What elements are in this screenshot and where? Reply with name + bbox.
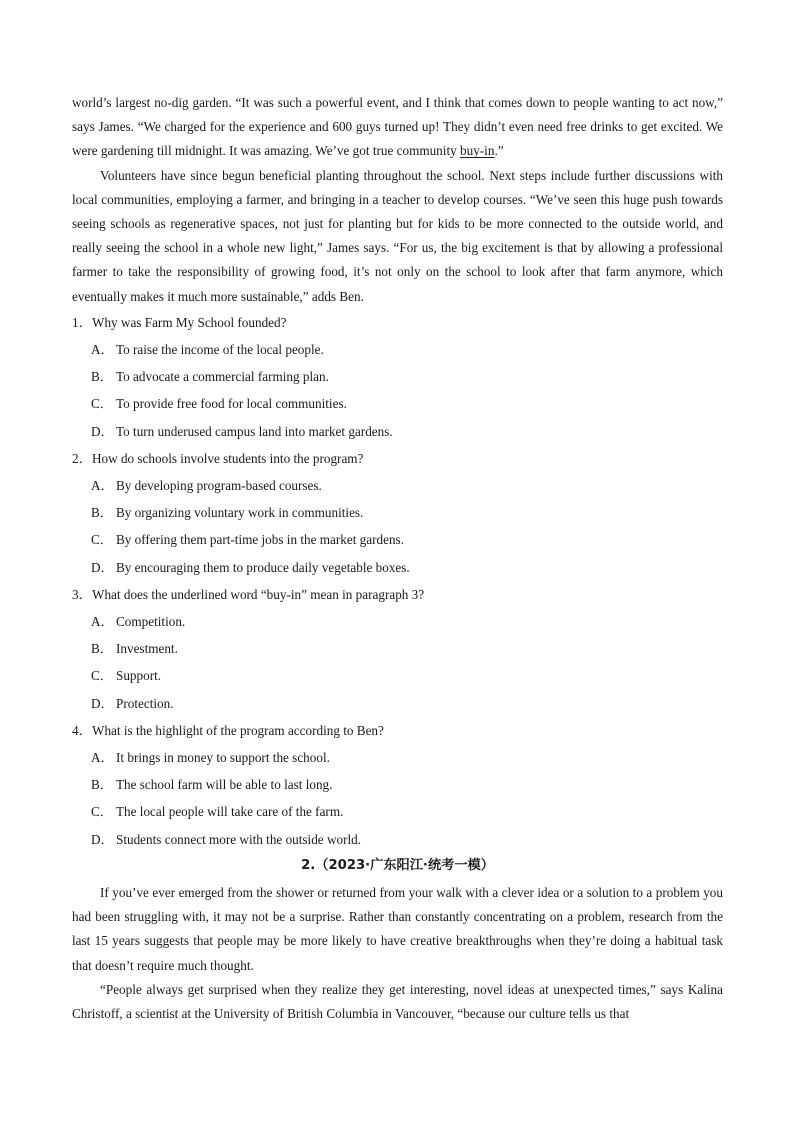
question-stem [72, 309, 723, 336]
passage-paragraph: If you’ve ever emerged from the shower or returned from your walk with a clever idea or a solution to a problem you had been struggling with, it may not be a surprise. Rather than constantly concentrating on a problem, research from the last 15 years suggests that people may be more likely to have creative breakthroughs when they’re doing a habitual task that doesn’t require much thought. [72, 884, 723, 973]
question-stem [72, 717, 723, 744]
option-text: Protection. [116, 695, 174, 711]
answer-option[interactable] [72, 608, 723, 635]
question [72, 581, 723, 717]
option-text: To provide free food for local communities. [116, 396, 347, 412]
answer-option[interactable] [72, 826, 723, 853]
passage-paragraph: Volunteers have since begun beneficial planting throughout the school. Next steps include further discussions with local communities, employing a farmer, and bringing in a teacher to develop courses. “We’ve seen this huge push towards seeing schools as regenerative spaces, not just for planting but for kids to be more connected to the outside world, and really seeing the school in a whole new light,” James says. “For us, the big excitement is that by allowing a professional farmer to take the responsibility of growing food, it’s not only on the school to look after that farm anymore, which eventually makes it much more sustainable,” adds Ben. [72, 167, 723, 304]
paragraph-text: world’s largest no-dig garden. “It was such a powerful event, and I think that comes down to people wanting to act now,” says James. “We charged for the experience and 600 guys turned up! They didn’t even need free drinks to get excited. We were gardening till midnight. It was amazing. We’ve got true community [72, 95, 723, 159]
option-letter: D． [91, 695, 114, 711]
question [72, 445, 723, 581]
option-text: To raise the income of the local people. [116, 342, 324, 358]
answer-option[interactable] [72, 744, 723, 771]
answer-option[interactable] [72, 635, 723, 662]
option-text: Competition. [116, 614, 186, 630]
option-letter: C． [91, 532, 113, 548]
option-letter: A． [91, 750, 114, 766]
question-list [72, 309, 723, 853]
option-letter: B． [91, 369, 113, 385]
answer-option[interactable] [72, 418, 723, 445]
passage-paragraph [72, 91, 723, 164]
answer-option[interactable] [72, 336, 723, 363]
option-letter: A． [91, 614, 114, 630]
answer-option[interactable] [72, 662, 723, 689]
question-stem [72, 581, 723, 608]
passage-paragraph: “People always get surprised when they realize they get interesting, novel ideas at unexpected times,” says Kalina Christoff, a scientist at the University of British Columbia in Vancouver, “because our culture tells us that [72, 981, 723, 1021]
option-text: Investment. [116, 641, 178, 657]
option-letter: B． [91, 777, 113, 793]
question-number: 2． [72, 450, 92, 466]
option-text: By offering them part-time jobs in the market gardens. [116, 532, 404, 548]
answer-option[interactable] [72, 798, 723, 825]
option-letter: C． [91, 396, 113, 412]
option-text: By encouraging them to produce daily vegetable boxes. [116, 559, 410, 575]
option-text: Support. [116, 668, 162, 684]
paragraph-text: .” [494, 143, 504, 159]
question-number: 3． [72, 586, 92, 602]
option-text: The school farm will be able to last long. [116, 777, 333, 793]
question-number: 1． [72, 314, 92, 330]
question [72, 717, 723, 853]
option-letter: B． [91, 641, 113, 657]
option-text: It brings in money to support the school. [116, 750, 330, 766]
section-title: 2.（2023·广东阳江·统考一模） [301, 857, 494, 873]
option-text: Students connect more with the outside world. [116, 831, 362, 847]
option-text: By organizing voluntary work in communities. [116, 505, 364, 521]
answer-option[interactable] [72, 472, 723, 499]
option-letter: D． [91, 423, 114, 439]
question-text: How do schools involve students into the program? [92, 450, 364, 466]
answer-option[interactable] [72, 554, 723, 581]
underlined-word: buy-in [460, 143, 495, 159]
section-body [72, 881, 723, 1026]
answer-option[interactable] [72, 363, 723, 390]
answer-option[interactable] [72, 690, 723, 717]
option-letter: D． [91, 831, 114, 847]
option-letter: B． [91, 505, 113, 521]
question [72, 309, 723, 445]
option-text: By developing program-based courses. [116, 478, 322, 494]
answer-option[interactable] [72, 771, 723, 798]
question-text: What does the underlined word “buy-in” mean in paragraph 3? [92, 586, 425, 602]
option-letter: A． [91, 478, 114, 494]
option-letter: C． [91, 804, 113, 820]
question-stem [72, 445, 723, 472]
document-page [72, 91, 723, 1026]
option-text: To advocate a commercial farming plan. [116, 369, 329, 385]
question-text: Why was Farm My School founded? [92, 314, 287, 330]
question-text: What is the highlight of the program according to Ben? [92, 722, 384, 738]
option-letter: C． [91, 668, 113, 684]
option-letter: A． [91, 342, 114, 358]
answer-option[interactable] [72, 390, 723, 417]
question-number: 4． [72, 722, 92, 738]
option-letter: D． [91, 559, 114, 575]
answer-option[interactable] [72, 526, 723, 553]
answer-option[interactable] [72, 499, 723, 526]
option-text: To turn underused campus land into market gardens. [116, 423, 393, 439]
option-text: The local people will take care of the farm. [116, 804, 344, 820]
